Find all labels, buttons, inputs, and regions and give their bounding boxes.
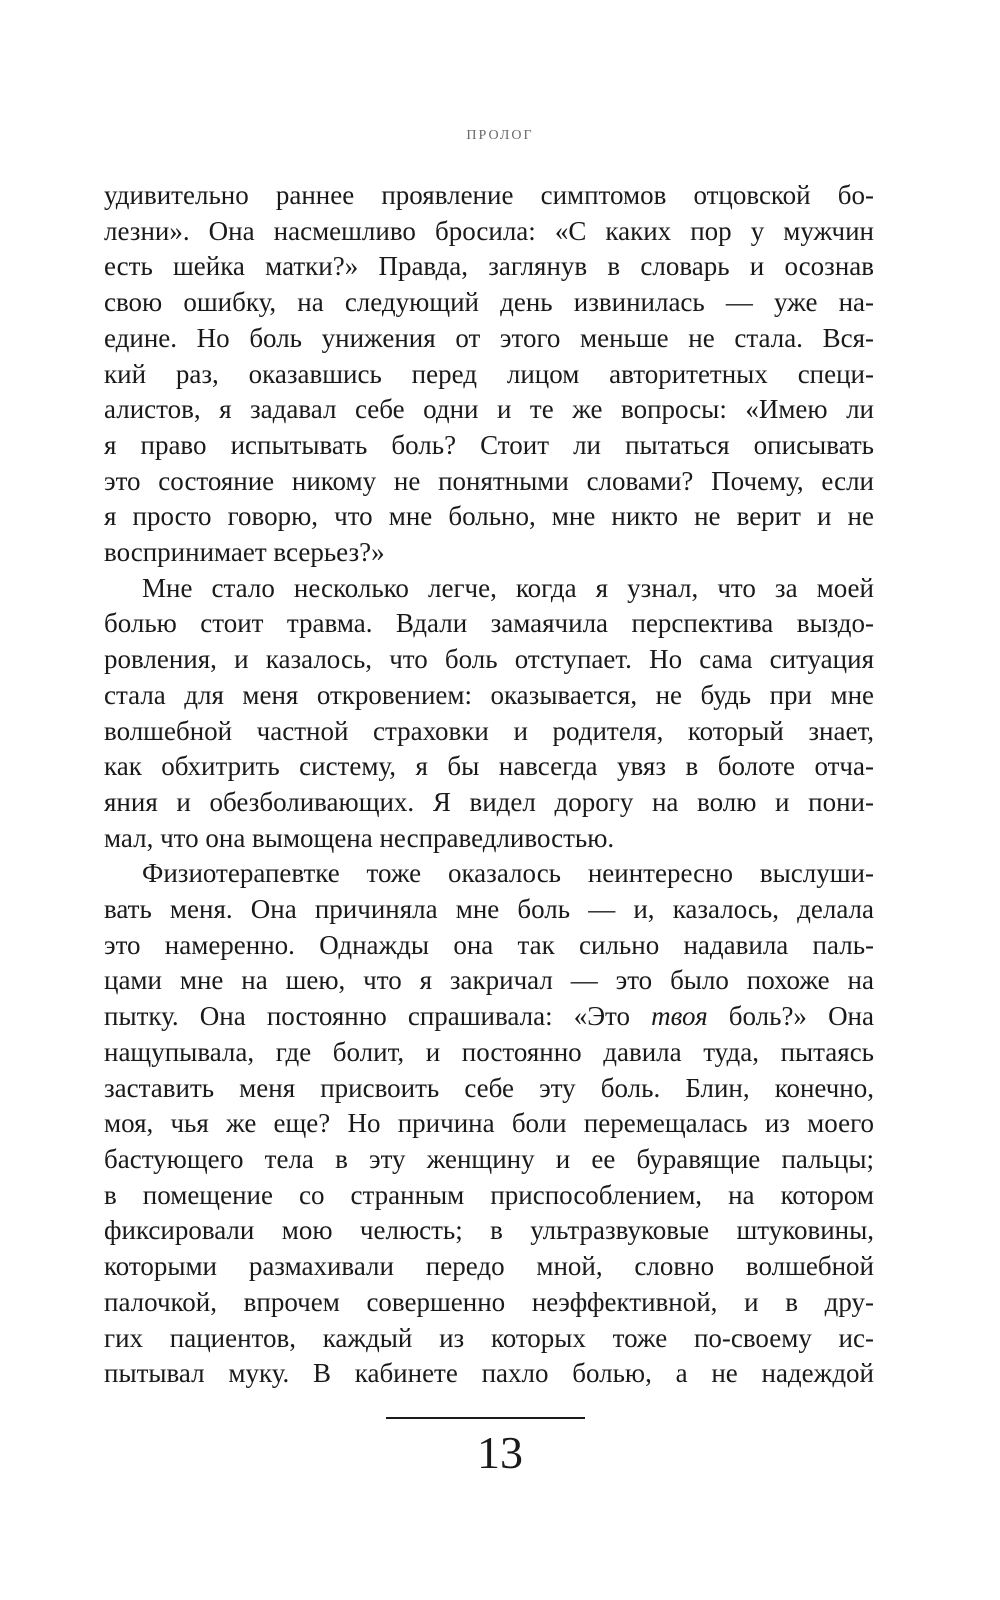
text-line: есть шейка матки?» Правда, заглянув в словарь и осознав bbox=[104, 251, 874, 282]
text-line: цами мне на шею, что я закричал — это было похоже на bbox=[104, 965, 874, 996]
paragraph bbox=[104, 571, 874, 857]
text-line: ровления, и казалось, что боль отступает. Но сама ситуация bbox=[104, 644, 874, 675]
text-line: пытку. Она постоянно спрашивала: «Это твоя боль?» Она bbox=[104, 1001, 874, 1032]
text-line: мал, что она вымощена несправедливостью. bbox=[104, 822, 615, 853]
page-number: 13 bbox=[477, 1427, 523, 1478]
body-text bbox=[104, 178, 874, 1392]
text-line: воспринимает всерьез?» bbox=[104, 537, 385, 568]
text-line: бастующего тела в эту женщину и ее буравящие пальцы; bbox=[104, 1143, 874, 1174]
paragraph bbox=[104, 178, 874, 571]
text-line: вать меня. Она причиняла мне боль — и, казалось, делала bbox=[104, 894, 874, 925]
text-line: в помещение со странным приспособлением, на котором bbox=[104, 1179, 874, 1210]
text-line: нащупывала, где болит, и постоянно давила туда, пытаясь bbox=[104, 1036, 874, 1067]
paragraph bbox=[104, 856, 874, 1392]
text-line: болью стоит травма. Вдали замаячила перспектива выздо- bbox=[104, 608, 874, 639]
text-line: лезни». Она насмешливо бросила: «С каких пор у мужчин bbox=[104, 215, 874, 246]
text-line: моя, чья же еще? Но причина боли перемещалась из моего bbox=[104, 1108, 874, 1139]
text-line: я право испытывать боль? Стоит ли пытаться описывать bbox=[104, 429, 874, 460]
text-line: кий раз, оказавшись перед лицом авторитетных специ- bbox=[104, 358, 874, 389]
text-line: алистов, я задавал себе одни и те же вопросы: «Имею ли bbox=[104, 394, 874, 425]
text-line: яния и обезболивающих. Я видел дорогу на волю и пони- bbox=[104, 786, 874, 817]
text-line: как обхитрить систему, я бы навсегда увяз в болоте отча- bbox=[104, 751, 874, 782]
text-line: это состояние никому не понятными словами? Почему, если bbox=[104, 465, 874, 496]
running-head: ПРОЛОГ bbox=[466, 128, 534, 143]
text-line: заставить меня присвоить себе эту боль. Блин, конечно, bbox=[104, 1072, 874, 1103]
text-line: гих пациентов, каждый из которых тоже по-своему ис- bbox=[104, 1322, 874, 1353]
text-line: едине. Но боль унижения от этого меньше не стала. Вся- bbox=[104, 322, 874, 353]
text-line: удивительно раннее проявление симптомов отцовской бо- bbox=[104, 180, 874, 210]
text-line: фиксировали мою челюсть; в ультразвуковые штуковины, bbox=[104, 1215, 874, 1246]
text-line: палочкой, впрочем совершенно неэффективной, и в дру- bbox=[104, 1286, 874, 1317]
text-line: волшебной частной страховки и родителя, который знает, bbox=[104, 715, 874, 746]
text-line: пытывал муку. В кабинете пахло болью, а не надеждой bbox=[104, 1358, 874, 1389]
text-line: которыми размахивали передо мной, словно волшебной bbox=[104, 1251, 874, 1282]
text-line: свою ошибку, на следующий день извинилась — уже на- bbox=[104, 287, 874, 318]
text-line: я просто говорю, что мне больно, мне никто не верит и не bbox=[104, 501, 874, 532]
text-line: Мне стало несколько легче, когда я узнал, что за моей bbox=[142, 572, 874, 603]
text-line: Физиотерапевтке тоже оказалось неинтересно выслуши- bbox=[142, 858, 874, 889]
text-line: стала для меня откровением: оказывается, не будь при мне bbox=[104, 679, 874, 710]
footer-rule bbox=[386, 1417, 585, 1419]
text-line: это намеренно. Однажды она так сильно надавила паль- bbox=[104, 929, 874, 960]
